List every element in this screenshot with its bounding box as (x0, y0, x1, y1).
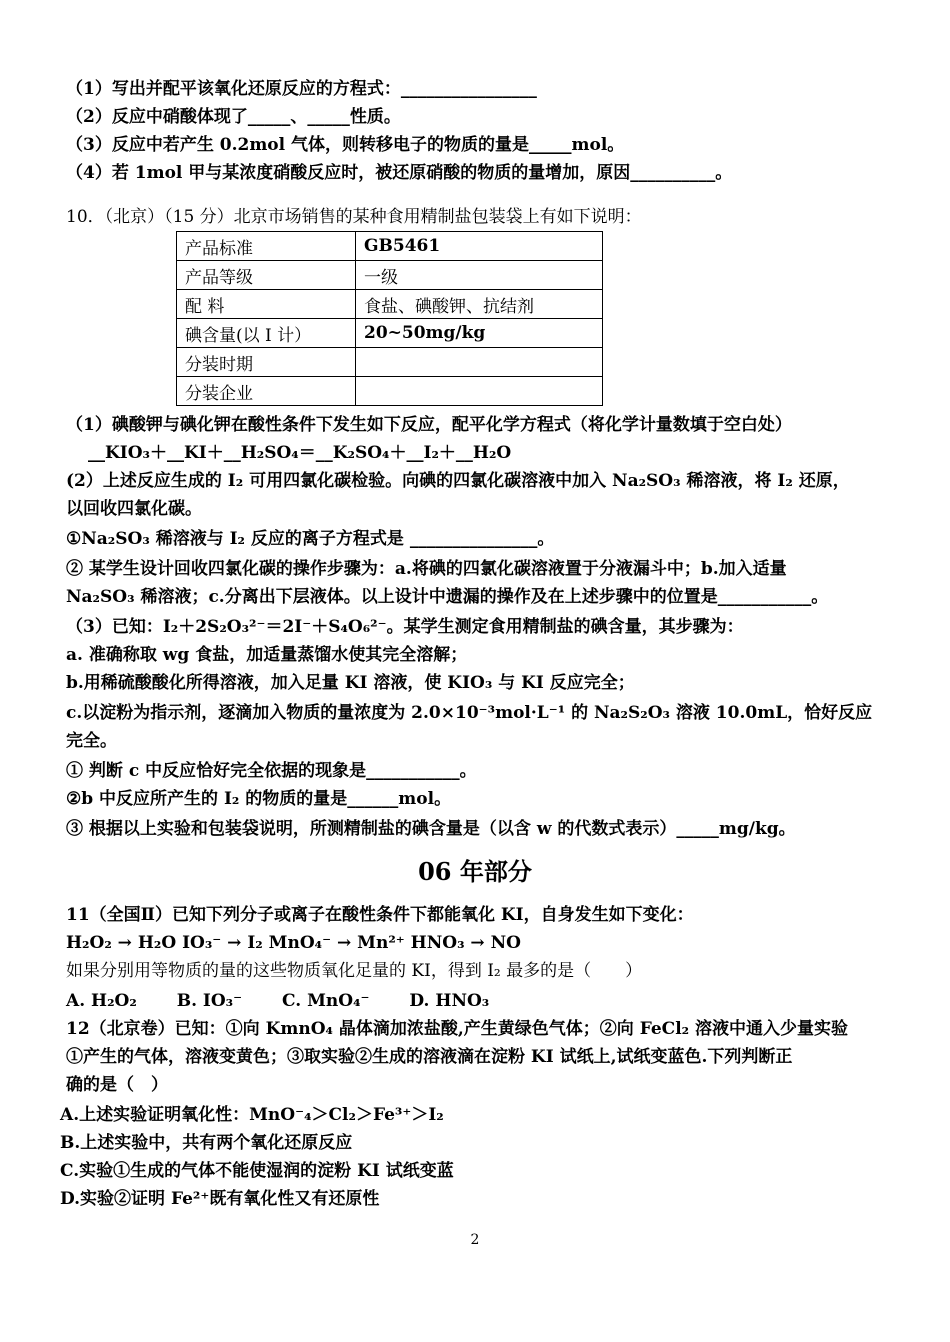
question-11-stem: 11（全国Ⅱ）已知下列分子或离子在酸性条件下都能氧化 KI，自身发生如下变化： (66, 905, 694, 925)
question-10-part-3f: ① 判断 c 中反应恰好完全依据的现象是___________。 (66, 761, 477, 781)
table-key: 分装企业 (177, 377, 356, 406)
question-10-equation: __KIO₃＋__KI＋__H₂SO₄＝__K₂SO₄＋__I₂＋__H₂O (88, 443, 512, 463)
question-10-part-3g: ②b 中反应所产生的 I₂ 的物质的量是______mol。 (66, 789, 452, 809)
salt-label-table (176, 231, 603, 406)
table-key: 产品等级 (177, 261, 356, 290)
table-value: 食盐、碘酸钾、抗结剂 (356, 290, 603, 319)
table-row (177, 348, 603, 377)
question-10-part-3b: a. 准确称取 wg 食盐，加适量蒸馏水使其完全溶解； (66, 645, 468, 665)
table-value: GB5461 (356, 232, 603, 261)
table-value: 20~50mg/kg (356, 319, 603, 348)
question-12-option-a: A.上述实验证明氧化性：MnO⁻₄＞Cl₂＞Fe³⁺＞I₂ (60, 1105, 444, 1125)
question-10-part-2a: (2）上述反应生成的 I₂ 可用四氯化碳检验。向碘的四氯化碳溶液中加入 Na₂SO₃ 稀溶液，将 I₂ 还原， (66, 471, 850, 491)
question-10-part-3a: （3）已知：I₂＋2S₂O₃²⁻＝2I⁻＋S₄O₆²⁻。某学生测定食用精制盐的碘含量，其步骤为： (66, 617, 744, 637)
question-10-part-3c: b.用稀硫酸酸化所得溶液，加入足量 KI 溶液，使 KIO₃ 与 KI 反应完全； (66, 673, 635, 693)
question-10-part-2e: Na₂SO₃ 稀溶液；c.分离出下层液体。以上设计中遗漏的操作及在上述步骤中的位置是___________。 (66, 587, 829, 607)
question-9-part-2: （2）反应中硝酸体现了_____、_____性质。 (66, 107, 401, 127)
question-10-part-3e: 完全。 (66, 731, 117, 751)
question-11-changes: H₂O₂ → H₂O IO₃⁻ → I₂ MnO₄⁻ → Mn²⁺ HNO₃ → NO (66, 933, 521, 953)
table-key: 碘含量(以 I 计） (177, 319, 356, 348)
table-row (177, 377, 603, 406)
question-9-part-4: （4）若 1mol 甲与某浓度硝酸反应时，被还原硝酸的物质的量增加，原因__________。 (66, 163, 733, 183)
page-number: 2 (470, 1232, 480, 1248)
section-heading: 06 年部分 (418, 857, 532, 886)
question-10-part-2d: ② 某学生设计回收四氯化碳的操作步骤为：a.将碘的四氯化碳溶液置于分液漏斗中；b.加入适量 (66, 559, 787, 579)
question-11-options: A. H₂O₂ B. IO₃⁻ C. MnO₄⁻ D. HNO₃ (66, 991, 490, 1011)
table-row (177, 232, 603, 261)
table-row (177, 319, 603, 348)
question-12-option-c: C.实验①生成的气体不能使湿润的淀粉 KI 试纸变蓝 (60, 1161, 454, 1181)
question-12-stem-3: 确的是（ ） (66, 1075, 168, 1095)
table-key: 分装时期 (177, 348, 356, 377)
question-9-part-3: （3）反应中若产生 0.2mol 气体，则转移电子的物质的量是_____mol。 (66, 135, 625, 155)
table-row (177, 290, 603, 319)
table-key: 配 料 (177, 290, 356, 319)
question-11-question: 如果分别用等物质的量的这些物质氧化足量的 KI，得到 I₂ 最多的是（ ） (66, 961, 643, 981)
table-key: 产品标准 (177, 232, 356, 261)
table-row (177, 261, 603, 290)
table-value (356, 377, 603, 406)
question-12-option-d: D.实验②证明 Fe²⁺既有氧化性又有还原性 (60, 1189, 380, 1209)
question-10-part-3h: ③ 根据以上实验和包装袋说明，所测精制盐的碘含量是（以含 w 的代数式表示）_____mg/kg。 (66, 819, 796, 839)
question-9-part-1: （1）写出并配平该氧化还原反应的方程式：________________ (66, 79, 537, 99)
question-12-stem-2: ①产生的气体，溶液变黄色；③取实验②生成的溶液滴在淀粉 KI 试纸上,试纸变蓝色.下列判断正 (66, 1047, 793, 1067)
question-12-option-b: B.上述实验中，共有两个氧化还原反应 (60, 1133, 353, 1153)
question-10-part-1: （1）碘酸钾与碘化钾在酸性条件下发生如下反应，配平化学方程式（将化学计量数填于空白处） (66, 415, 792, 435)
question-10-stem: 10．（北京）（15 分）北京市场销售的某种食用精制盐包装袋上有如下说明： (66, 207, 642, 227)
question-10-part-2b: 以回收四氯化碳。 (66, 499, 202, 519)
question-10-part-2c: ①Na₂SO₃ 稀溶液与 I₂ 反应的离子方程式是 _______________。 (66, 529, 555, 549)
question-12-stem-1: 12（北京卷）已知：①向 KmnO₄ 晶体滴加浓盐酸,产生黄绿色气体；②向 FeCl₂ 溶液中通入少量实验 (66, 1019, 849, 1039)
table-value: 一级 (356, 261, 603, 290)
table-value (356, 348, 603, 377)
question-10-part-3d: c.以淀粉为指示剂，逐滴加入物质的量浓度为 2.0×10⁻³mol·L⁻¹ 的 Na₂S₂O₃ 溶液 10.0mL，恰好反应 (66, 703, 873, 723)
